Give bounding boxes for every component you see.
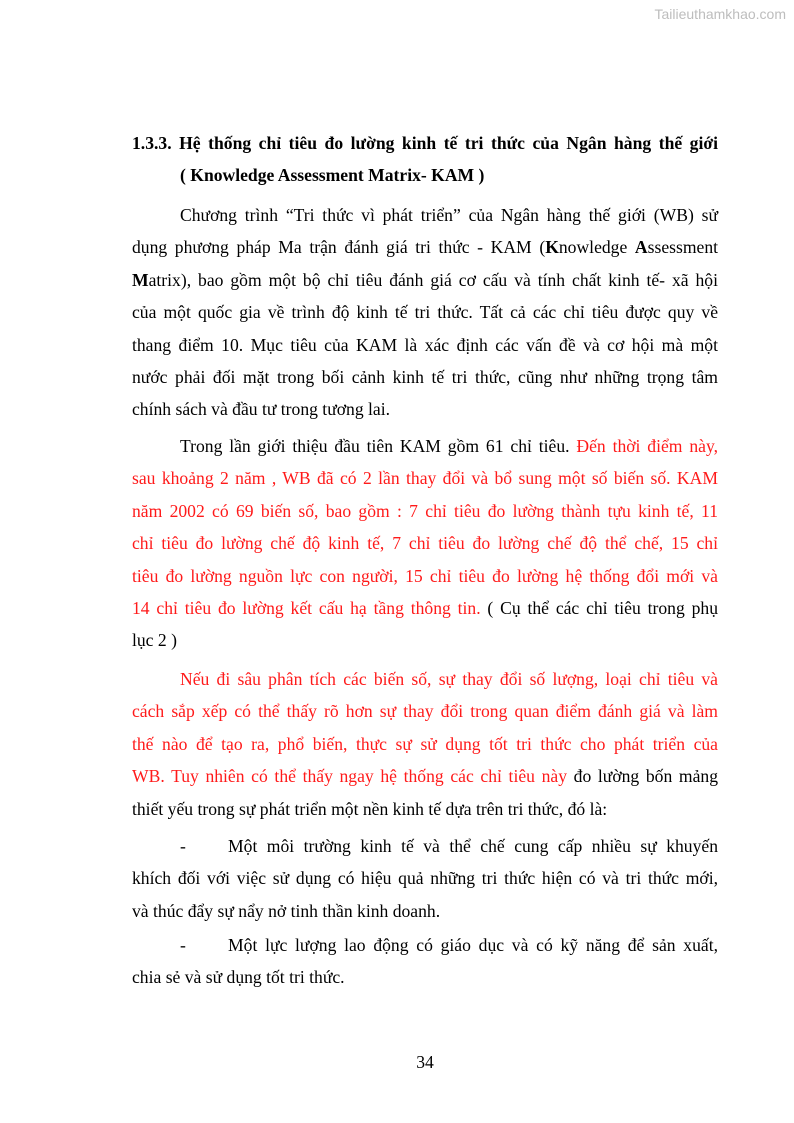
text-line: [132, 560, 718, 592]
text-segment: nowledge: [558, 237, 635, 258]
text-line: [132, 624, 718, 656]
text-segment: lục 2 ): [132, 630, 177, 651]
highlighted-text: cách sắp xếp có thể thấy rõ hơn sự thay đổi trong quan điểm đánh giá và làm: [132, 701, 718, 722]
text-line: [132, 329, 718, 361]
highlighted-text: 14 chỉ tiêu đo lường kết cấu hạ tầng thông tin.: [132, 597, 481, 618]
highlighted-text: sau khoảng 2 năm , WB đã có 2 lần thay đổi và bổ sung một số biến số. KAM: [132, 468, 718, 489]
text-segment: 1.3.3. Hệ thống chỉ tiêu đo lường kinh tế tri thức của Ngân hàng thế giới: [132, 133, 718, 153]
text-line: [132, 862, 718, 894]
section-heading: [132, 127, 718, 192]
page-number: 34: [416, 1052, 434, 1072]
watermark: Tailieuthamkhao.com: [654, 6, 786, 22]
text-line: [132, 760, 718, 792]
text-segment: chia sẻ và sử dụng tốt tri thức.: [132, 967, 345, 988]
highlighted-text: chỉ tiêu đo lường chế độ kinh tế, 7 chỉ tiêu đo lường chế độ thể chế, 15 chỉ: [132, 533, 718, 554]
text-line: [132, 462, 718, 494]
bold-text: K: [545, 237, 559, 258]
bold-text: M: [132, 269, 149, 290]
text-line: [132, 663, 718, 695]
text-line: [132, 199, 718, 231]
text-line: [132, 830, 718, 862]
highlighted-text: tiêu đo lường nguồn lực con người, 15 chỉ tiêu đo lường hệ thống đổi mới và: [132, 565, 718, 586]
text-segment: thiết yếu trong sự phát triển một nền kinh tế dựa trên tri thức, đó là:: [132, 798, 608, 819]
text-line: [132, 393, 718, 425]
text-line: [132, 793, 718, 825]
bullet-item-environment: [132, 830, 718, 927]
text-line: [132, 929, 718, 961]
text-segment: ( Cụ thể các chỉ tiêu trong phụ: [480, 597, 718, 618]
paragraph-analysis: [132, 663, 718, 825]
text-line: [132, 127, 718, 159]
text-line: [132, 961, 718, 993]
text-segment: đo lường bốn mảng: [567, 766, 718, 787]
text-segment: Trong lần giới thiệu đầu tiên KAM gồm 61 chỉ tiêu.: [180, 436, 577, 456]
highlighted-text: WB. Tuy nhiên có thể thấy ngay hệ thống các chỉ tiêu này: [132, 766, 567, 787]
bullet-dash: -: [180, 836, 186, 856]
text-line: [132, 264, 718, 296]
paragraph-kam-variables: [132, 430, 718, 657]
text-line: [132, 296, 718, 328]
text-line: [132, 430, 718, 462]
text-line: [132, 159, 718, 191]
text-segment: dụng phương pháp Ma trận đánh giá tri thức - KAM (: [132, 237, 546, 258]
text-line: [132, 527, 718, 559]
text-segment: ( Knowledge Assessment Matrix- KAM ): [180, 165, 485, 186]
text-segment: nước phải đối mặt trong bối cảnh kinh tế tri thức, cũng như những trọng tâm: [132, 366, 718, 387]
text-segment: Một lực lượng lao động có giáo dục và có kỹ năng để sản xuất,: [228, 935, 718, 955]
text-line: [132, 695, 718, 727]
text-line: [132, 495, 718, 527]
text-segment: Một môi trường kinh tế và thể chế cung cấp nhiều sự khuyến: [228, 836, 718, 856]
text-segment: thang điểm 10. Mục tiêu của KAM là xác định các vấn đề và cơ hội mà một: [132, 334, 718, 355]
highlighted-text: thế nào để tạo ra, phổ biến, thực sự sử dụng tốt tri thức cho phát triển của: [132, 733, 718, 754]
text-segment: atrix), bao gồm một bộ chỉ tiêu đánh giá cơ cấu và tính chất kinh tế- xã hội: [148, 269, 718, 290]
highlighted-text: Nếu đi sâu phân tích các biến số, sự thay đổi số lượng, loại chỉ tiêu và: [180, 669, 718, 689]
text-segment: ssessment: [647, 237, 718, 258]
highlighted-text: năm 2002 có 69 biến số, bao gồm : 7 chỉ tiêu đo lường thành tựu kinh tế, 11: [132, 500, 718, 521]
text-segment: của một quốc gia về trình độ kinh tế tri thức. Tất cả các chỉ tiêu được quy về: [132, 302, 718, 323]
text-line: [132, 361, 718, 393]
text-line: [132, 231, 718, 263]
bullet-item-workforce: [132, 929, 718, 994]
text-segment: khích đối với việc sử dụng có hiệu quả những tri thức hiện có và tri thức mới,: [132, 868, 718, 889]
paragraph-kam-intro: [132, 199, 718, 426]
text-line: [132, 728, 718, 760]
text-segment: Chương trình “Tri thức vì phát triển” của Ngân hàng thế giới (WB) sử: [180, 205, 718, 225]
bullet-dash: -: [180, 935, 186, 955]
text-line: [132, 592, 718, 624]
text-segment: và thúc đẩy sự nẩy nở tinh thần kinh doanh.: [132, 900, 441, 921]
bold-text: A: [634, 237, 648, 258]
text-segment: chính sách và đầu tư trong tương lai.: [132, 399, 391, 420]
text-line: [132, 895, 718, 927]
highlighted-text: Đến thời điểm này,: [576, 436, 718, 456]
